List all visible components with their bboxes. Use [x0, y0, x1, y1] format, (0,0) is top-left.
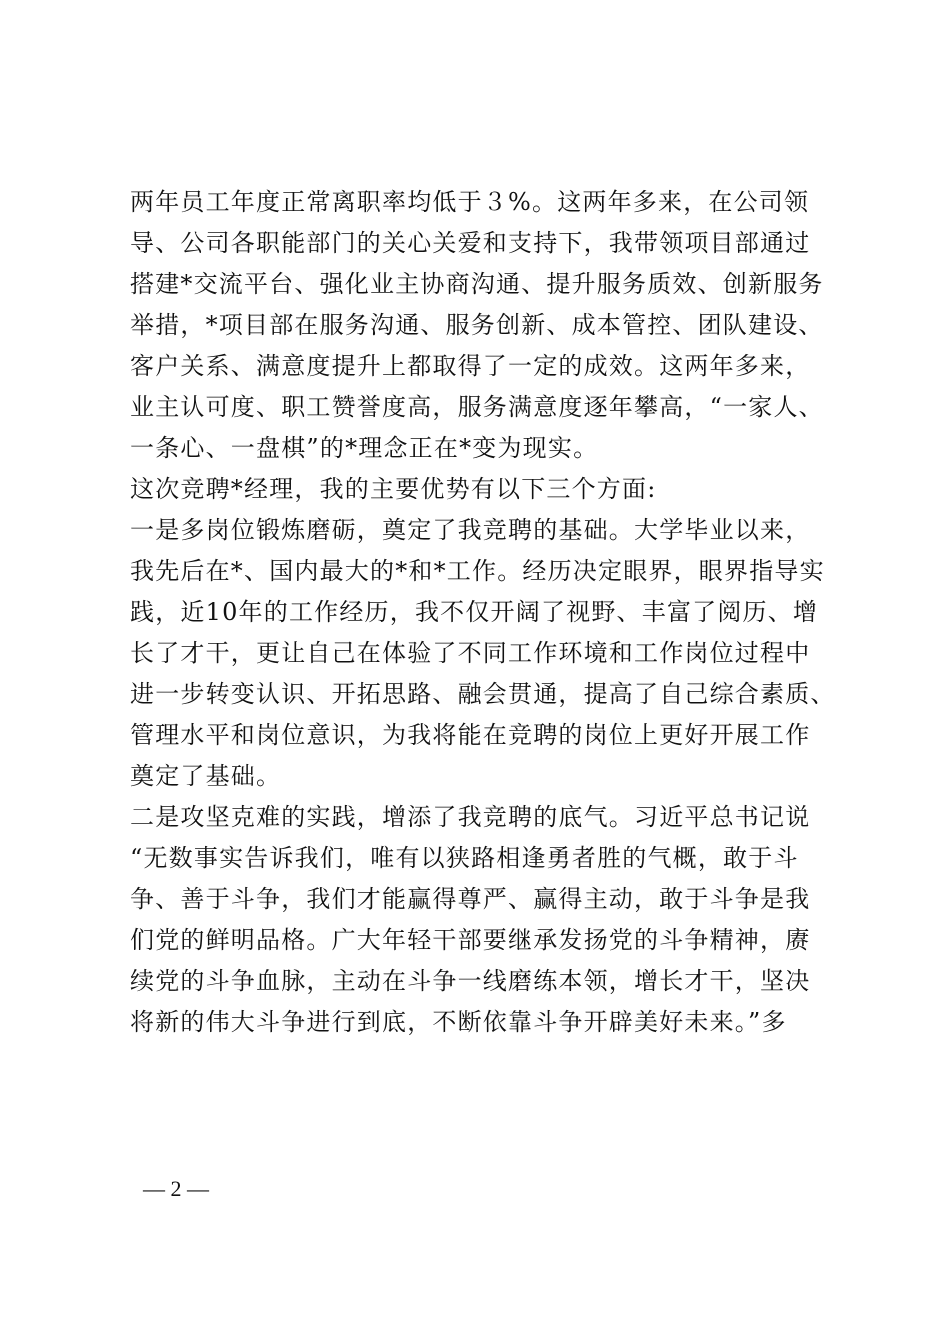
- text-line: 二是攻坚克难的实践，增添了我竞聘的底气。习近平总书记说: [130, 803, 811, 831]
- text-line: 续党的斗争血脉，主动在斗争一线磨练本领，增长才干，坚决: [130, 967, 811, 995]
- text-line: 进一步转变认识、开拓思路、融会贯通，提高了自己综合素质、: [130, 680, 836, 708]
- text-line: “无数事实告诉我们，唯有以狭路相逢勇者胜的气概，敢于斗: [130, 844, 799, 872]
- text-line: 导、公司各职能部门的关心关爱和支持下，我带领项目部通过: [130, 229, 811, 257]
- text-line: 奠定了基础。: [130, 762, 282, 790]
- page-number: — 2 —: [143, 1176, 209, 1201]
- text-line: 我先后在*、国内最大的*和*工作。经历决定眼界，眼界指导实: [130, 557, 825, 585]
- text-line: 举措，*项目部在服务沟通、服务创新、成本管控、团队建设、: [130, 311, 824, 339]
- text-line: 两年员工年度正常离职率均低于３%。这两年多来，在公司领: [130, 188, 810, 216]
- text-line: 客户关系、满意度提升上都取得了一定的成效。这两年多来，: [130, 352, 811, 380]
- text-line: 践，近10年的工作经历，我不仅开阔了视野、丰富了阅历、增: [130, 598, 819, 626]
- text-line: 一条心、一盘棋”的*理念正在*变为现实。: [130, 434, 599, 462]
- text-line: 长了才干，更让自己在体验了不同工作环境和工作岗位过程中: [130, 639, 811, 667]
- text-line: 一是多岗位锻炼磨砺，奠定了我竞聘的基础。大学毕业以来，: [130, 516, 811, 544]
- text-line: 业主认可度、职工赞誉度高，服务满意度逐年攀高，“一家人、: [130, 393, 824, 421]
- text-line: 将新的伟大斗争进行到底，不断依靠斗争开辟美好未来。”多: [130, 1008, 787, 1036]
- body-text: [130, 182, 850, 1043]
- text-line: 争、善于斗争，我们才能赢得尊严、赢得主动，敢于斗争是我: [130, 885, 811, 913]
- text-line: 管理水平和岗位意识，为我将能在竞聘的岗位上更好开展工作: [130, 721, 811, 749]
- text-line: 们党的鲜明品格。广大年轻干部要继承发扬党的斗争精神，赓: [130, 926, 811, 954]
- text-line: 搭建*交流平台、强化业主协商沟通、提升服务质效、创新服务: [130, 270, 824, 298]
- text-line: 这次竞聘*经理，我的主要优势有以下三个方面:: [130, 475, 657, 503]
